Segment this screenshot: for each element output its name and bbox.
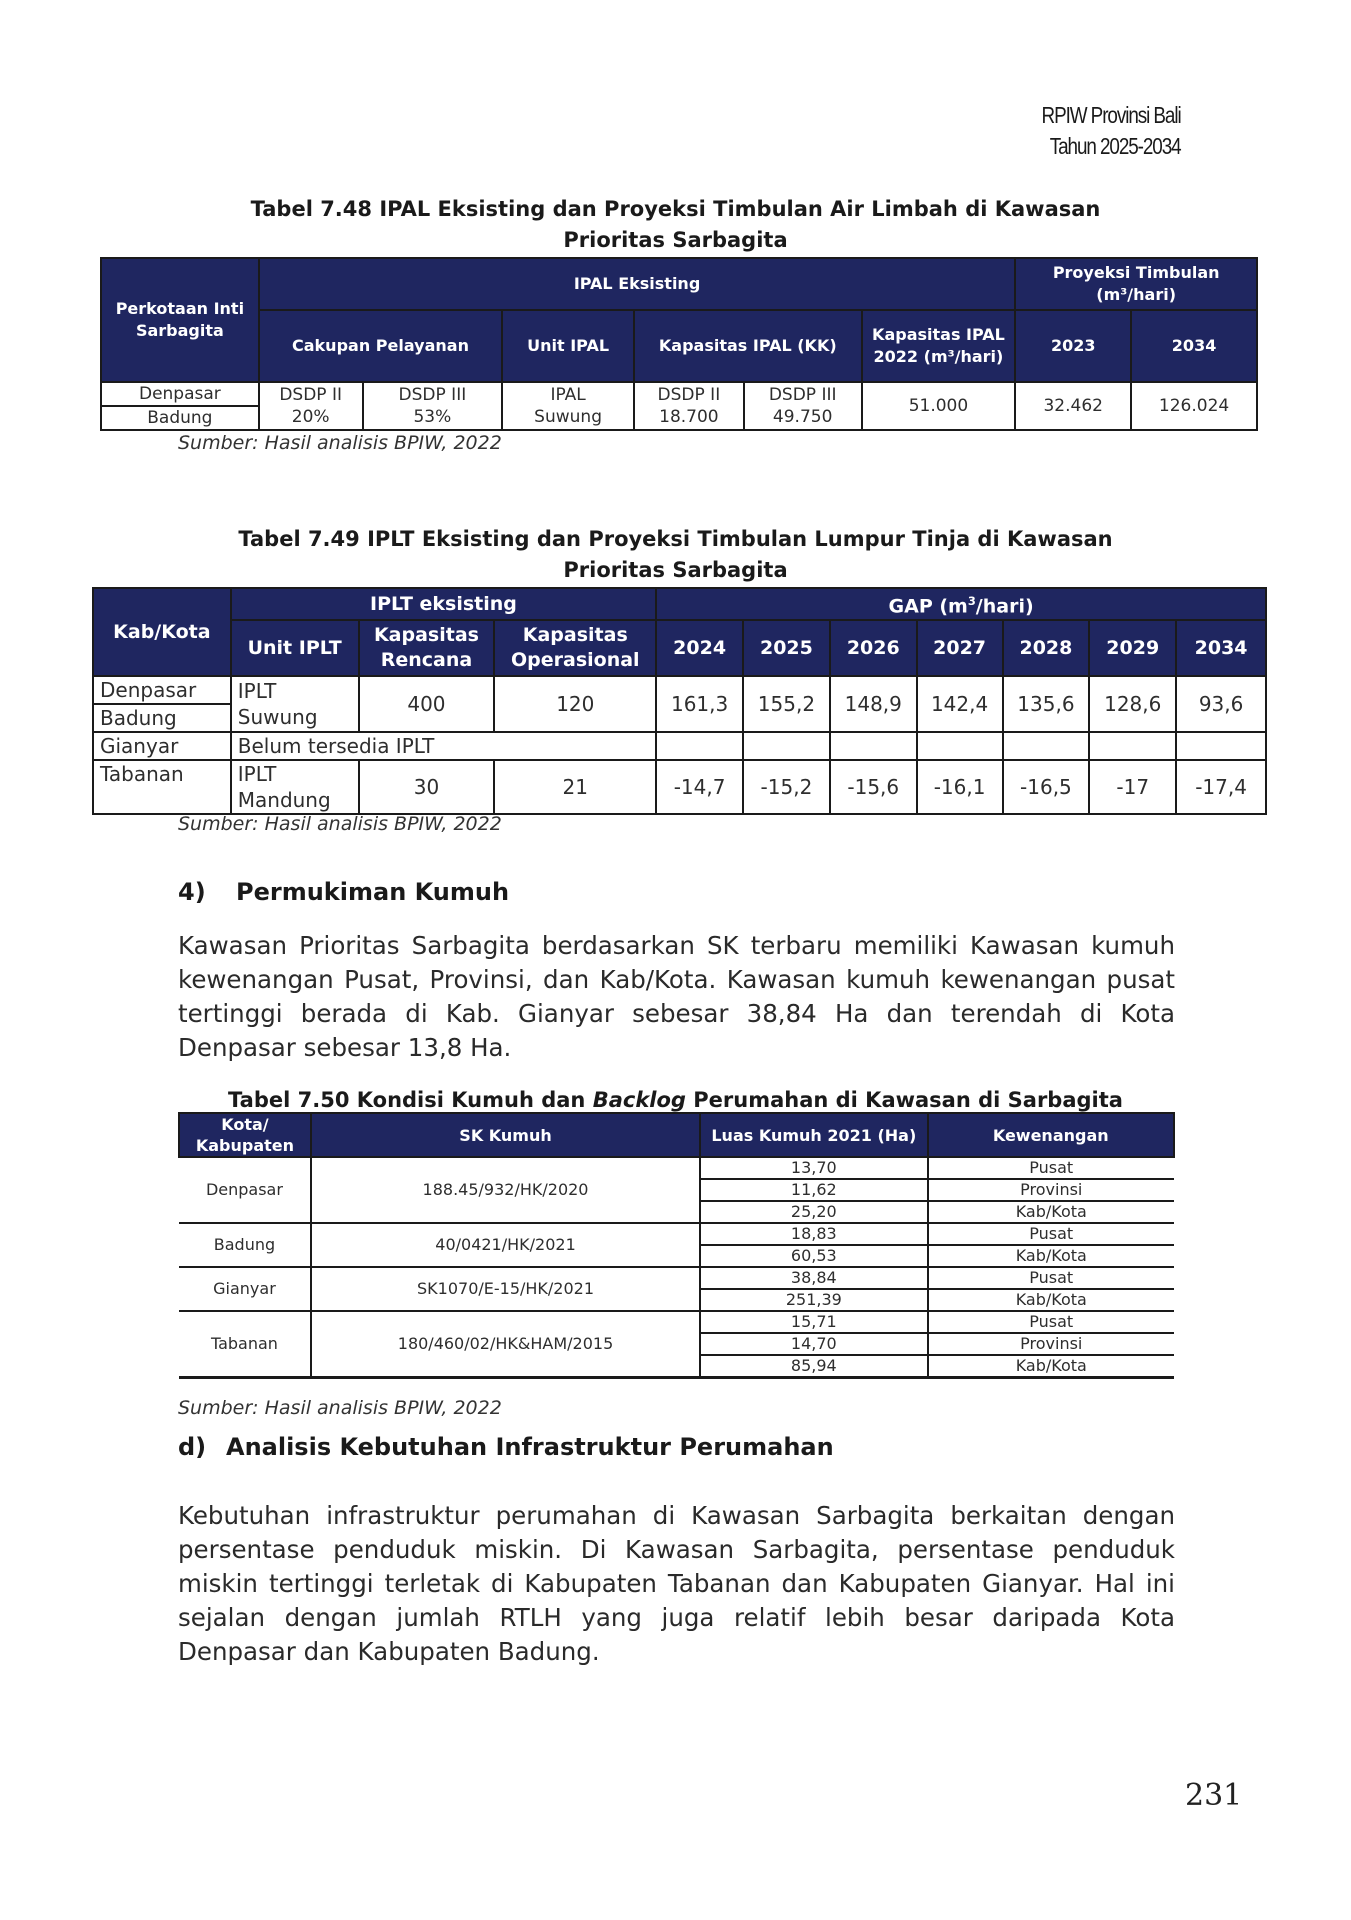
header-year: 2034 xyxy=(1176,620,1266,676)
cell-luas: 25,20 xyxy=(700,1201,927,1223)
table-750-caption: Tabel 7.50 Kondisi Kumuh dan Backlog Perumahan di Kawasan di Sarbagita xyxy=(228,1088,1123,1112)
cell-gap: -14,7 xyxy=(656,760,743,814)
header-unit-ipal: Unit IPAL xyxy=(502,310,634,382)
table-iplt-eksisting xyxy=(92,587,1267,815)
cell-kota: Badung xyxy=(101,406,259,430)
cell-gap-empty xyxy=(1003,732,1090,760)
header-ipal-eksisting: IPAL Eksisting xyxy=(259,258,1016,310)
cell-luas: 13,70 xyxy=(700,1157,927,1179)
cell-luas: 38,84 xyxy=(700,1267,927,1289)
running-header xyxy=(1042,100,1181,162)
table-749-caption xyxy=(0,524,1351,586)
cell-dsdp2: DSDP II 20% xyxy=(259,382,363,430)
cell-kewenangan: Kab/Kota xyxy=(928,1245,1175,1267)
cell-kota: Badung xyxy=(93,704,231,732)
cell-gap-empty xyxy=(1176,732,1266,760)
cell-gap-empty xyxy=(830,732,917,760)
header-sk-kumuh: SK Kumuh xyxy=(311,1113,700,1157)
header-2034: 2034 xyxy=(1131,310,1257,382)
header-year: 2025 xyxy=(743,620,830,676)
cell-operasional: 120 xyxy=(494,676,656,732)
cell-luas: 18,83 xyxy=(700,1223,927,1245)
header-year: 2027 xyxy=(917,620,1003,676)
cell-kewenangan: Pusat xyxy=(928,1157,1175,1179)
caption-line-1: Tabel 7.49 IPLT Eksisting dan Proyeksi Timbulan Lumpur Tinja di Kawasan xyxy=(238,527,1113,551)
header-gap: GAP $(m^3/hari)$ xyxy=(656,588,1266,620)
header-kapasitas-2022: Kapasitas IPAL 2022 (m³/hari) xyxy=(862,310,1016,382)
cell-gap: 135,6 xyxy=(1003,676,1090,732)
header-year: 2029 xyxy=(1089,620,1176,676)
cell-note: Belum tersedia IPLT xyxy=(231,732,656,760)
header-iplt-eksisting: IPLT eksisting xyxy=(231,588,656,620)
cell-operasional: 21 xyxy=(494,760,656,814)
table-row xyxy=(93,732,1266,760)
cell-luas: 85,94 xyxy=(700,1355,927,1378)
cell-gap: 155,2 xyxy=(743,676,830,732)
section-number: 4) xyxy=(178,878,206,906)
section-title: Permukiman Kumuh xyxy=(236,878,510,906)
running-header-title: RPIW Provinsi Bali xyxy=(1041,102,1181,128)
header-kap-operasional: Kapasitas Operasional xyxy=(494,620,656,676)
cell-unit-iplt: IPLT Mandung xyxy=(231,760,359,814)
table-row xyxy=(93,676,1266,704)
table-748-source: Sumber: Hasil analisis BPIW, 2022 xyxy=(178,432,502,454)
cell-proy-2023: 32.462 xyxy=(1015,382,1131,430)
paragraph-analisis-kebutuhan: Kebutuhan infrastruktur perumahan di Kawasan Sarbagita berkaitan dengan persentase penduduk miskin. Di Kawasan Sarbagita, persentase penduduk miskin tertinggi terletak di Kabupaten Tabanan dan Kabupaten Gianyar. Hal ini sejalan dengan jumlah RTLH yang juga relatif lebih besar daripada Kota Denpasar dan Kabupaten Badung. xyxy=(178,1501,1175,1666)
section-heading-permukiman-kumuh xyxy=(178,878,509,906)
cell-sk: 40/0421/HK/2021 xyxy=(311,1223,700,1267)
cell-kewenangan: Pusat xyxy=(928,1223,1175,1245)
table-row xyxy=(179,1311,1174,1333)
cell-kewenangan: Kab/Kota xyxy=(928,1355,1175,1378)
header-luas-kumuh: Luas Kumuh 2021 (Ha) xyxy=(700,1113,927,1157)
header-year: 2026 xyxy=(830,620,917,676)
page-number: 231 xyxy=(1185,1778,1243,1813)
running-header-years: Tahun 2025-2034 xyxy=(1050,133,1181,159)
cell-kewenangan: Provinsi xyxy=(928,1333,1175,1355)
header-cakupan: Cakupan Pelayanan xyxy=(259,310,502,382)
table-row xyxy=(179,1223,1174,1245)
section-number: d) xyxy=(178,1433,207,1461)
cell-kk-dsdp2: DSDP II 18.700 xyxy=(634,382,744,430)
header-perkotaan: Perkotaan Inti Sarbagita xyxy=(101,258,259,382)
table-750-source: Sumber: Hasil analisis BPIW, 2022 xyxy=(178,1397,502,1419)
table-748-caption xyxy=(0,194,1351,256)
caption-line-2: Prioritas Sarbagita xyxy=(563,228,788,252)
paragraph-permukiman-kumuh: Kawasan Prioritas Sarbagita berdasarkan SK terbaru memiliki Kawasan kumuh kewenangan Pusat, Provinsi, dan Kab/Kota. Kawasan kumuh kewenangan pusat tertinggi berada di Kab. Gianyar sebesar 38,84 Ha dan terendah di Kota Denpasar sebesar 13,8 Ha. xyxy=(178,931,1175,1062)
cell-kota: Denpasar xyxy=(101,382,259,406)
header-kapasitas-kk: Kapasitas IPAL (KK) xyxy=(634,310,862,382)
table-row xyxy=(179,1267,1174,1289)
cell-gap: -17 xyxy=(1089,760,1176,814)
cell-kota: Denpasar xyxy=(93,676,231,704)
cell-gap: 128,6 xyxy=(1089,676,1176,732)
caption-line-2: Prioritas Sarbagita xyxy=(563,558,788,582)
header-kewenangan: Kewenangan xyxy=(928,1113,1175,1157)
table-row xyxy=(179,1157,1174,1179)
header-proyeksi: Proyeksi Timbulan (m³/hari) xyxy=(1015,258,1257,310)
header-unit-iplt: Unit IPLT xyxy=(231,620,359,676)
cell-gap: 142,4 xyxy=(917,676,1003,732)
caption-line-1: Tabel 7.48 IPAL Eksisting dan Proyeksi Timbulan Air Limbah di Kawasan xyxy=(250,197,1101,221)
cell-sk: 180/460/02/HK&HAM/2015 xyxy=(311,1311,700,1378)
cell-gap: 148,9 xyxy=(830,676,917,732)
cell-kewenangan: Kab/Kota xyxy=(928,1289,1175,1311)
cell-luas: 14,70 xyxy=(700,1333,927,1355)
cell-kewenangan: Provinsi xyxy=(928,1179,1175,1201)
header-year: 2024 xyxy=(656,620,743,676)
cell-gap: -16,5 xyxy=(1003,760,1090,814)
cell-luas: 60,53 xyxy=(700,1245,927,1267)
cell-kewenangan: Pusat xyxy=(928,1311,1175,1333)
cell-luas: 251,39 xyxy=(700,1289,927,1311)
cell-gap-empty xyxy=(1089,732,1176,760)
section-title: Analisis Kebutuhan Infrastruktur Perumahan xyxy=(226,1433,834,1461)
cell-kewenangan: Kab/Kota xyxy=(928,1201,1175,1223)
cell-gap-empty xyxy=(743,732,830,760)
cell-rencana: 400 xyxy=(359,676,495,732)
cell-luas: 11,62 xyxy=(700,1179,927,1201)
cell-unit-iplt: IPLT Suwung xyxy=(231,676,359,732)
cell-kota: Badung xyxy=(179,1223,311,1267)
cell-dsdp3: DSDP III 53% xyxy=(363,382,503,430)
header-kap-rencana: Kapasitas Rencana xyxy=(359,620,495,676)
header-year: 2028 xyxy=(1003,620,1090,676)
cell-gap: -15,6 xyxy=(830,760,917,814)
cell-kap-2022: 51.000 xyxy=(862,382,1016,430)
cell-gap: -15,2 xyxy=(743,760,830,814)
cell-gap: -16,1 xyxy=(917,760,1003,814)
table-row xyxy=(93,760,1266,814)
cell-gap-empty xyxy=(656,732,743,760)
section-heading-analisis-kebutuhan xyxy=(178,1433,834,1461)
cell-sk: SK1070/E-15/HK/2021 xyxy=(311,1267,700,1311)
cell-luas: 15,71 xyxy=(700,1311,927,1333)
header-kab-kota: Kab/Kota xyxy=(93,588,231,676)
cell-sk: 188.45/932/HK/2020 xyxy=(311,1157,700,1223)
cell-kota: Gianyar xyxy=(179,1267,311,1311)
header-kota-kabupaten: Kota/ Kabupaten xyxy=(179,1113,311,1157)
cell-kk-dsdp3: DSDP III 49.750 xyxy=(744,382,862,430)
table-ipal-eksisting xyxy=(100,257,1258,431)
cell-gap: 161,3 xyxy=(656,676,743,732)
cell-kota: Tabanan xyxy=(93,760,231,814)
cell-kota: Denpasar xyxy=(179,1157,311,1223)
cell-kota: Gianyar xyxy=(93,732,231,760)
table-kondisi-kumuh xyxy=(178,1112,1175,1379)
cell-gap: -17,4 xyxy=(1176,760,1266,814)
cell-kewenangan: Pusat xyxy=(928,1267,1175,1289)
cell-gap: 93,6 xyxy=(1176,676,1266,732)
cell-unit-ipal: IPAL Suwung xyxy=(502,382,634,430)
header-2023: 2023 xyxy=(1015,310,1131,382)
cell-proy-2034: 126.024 xyxy=(1131,382,1257,430)
table-749-source: Sumber: Hasil analisis BPIW, 2022 xyxy=(178,813,502,835)
cell-rencana: 30 xyxy=(359,760,495,814)
cell-gap-empty xyxy=(917,732,1003,760)
table-row xyxy=(101,382,1257,406)
cell-kota: Tabanan xyxy=(179,1311,311,1378)
